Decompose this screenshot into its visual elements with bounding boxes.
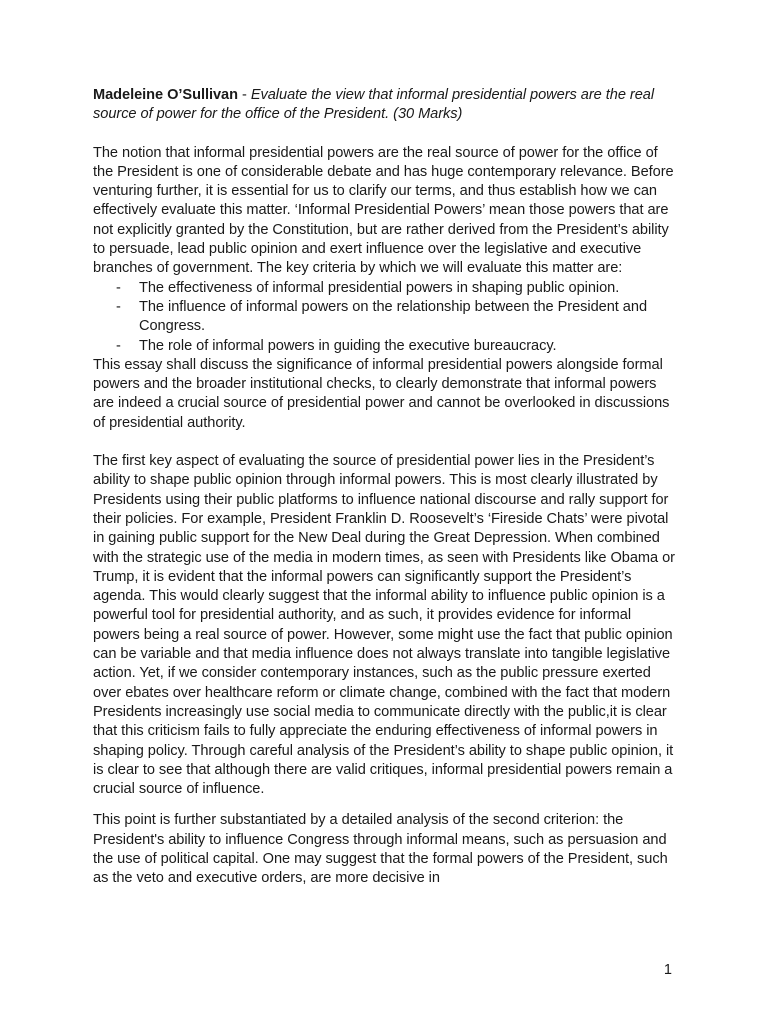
- list-item: [93, 279, 679, 298]
- page-number: 1: [663, 962, 672, 978]
- criteria-list: [93, 279, 679, 356]
- intro-paragraph: The notion that informal presidential powers are the real source of power for the office of the President is one of considerable debate and has huge contemporary relevance. Before venturing further, it is essential for us to clarify our terms, and thus establish how we can effectively evaluate this matter. ‘Informal Presidential Powers’ mean those powers that are not explicitly granted by the Constitution, but are rather derived from the President’s ability to persuade, lead public opinion and exert influence over the legislative and executive branches of government. The key criteria by which we will evaluate this matter are:: [93, 144, 674, 277]
- bullet-dash: -: [116, 279, 121, 296]
- list-item: [93, 298, 679, 337]
- bullet-dash: -: [116, 337, 121, 354]
- author-name: Madeleine O’Sullivan: [93, 87, 238, 103]
- essay-body: [93, 86, 679, 889]
- heading-separator: -: [237, 87, 251, 103]
- essay-heading: [93, 86, 679, 125]
- body-paragraph-congress: This point is further substantiated by a detailed analysis of the second criterion: the President's ability to influence Congress through informal means, such as persuasion and the use of political capital. One may suggest that the formal powers of the President, such as the veto and executive orders, are more decisive in: [93, 812, 668, 887]
- intro-closing-paragraph: This essay shall discuss the significance of informal presidential powers alongside formal powers and the broader institutional checks, to clearly demonstrate that informal powers are indeed a crucial source of presidential power and cannot be overlooked in discussions of presidential authority.: [93, 356, 670, 431]
- criterion-text: The role of informal powers in guiding the executive bureaucracy.: [139, 337, 557, 354]
- criterion-text: The effectiveness of informal presidential powers in shaping public opinion.: [139, 279, 620, 296]
- bullet-dash: -: [116, 298, 121, 315]
- essay-question: Evaluate the view that informal presidential powers are the real source of power for the office of the President. (30 Marks): [93, 87, 655, 123]
- list-item: [93, 337, 679, 356]
- body-paragraph-public-opinion: The first key aspect of evaluating the source of presidential power lies in the President’s ability to shape public opinion through informal powers. This is most clearly illustrated by Presidents using their public platforms to influence national discourse and rally support for their policies. For example, President Franklin D. Roosevelt’s ‘Fireside Chats’ were pivotal in gaining public support for the New Deal during the Great Depression. When combined with the strategic use of the media in modern times, as seen with Presidents like Obama or Trump, it is evident that the informal powers can significantly support the President’s agenda. This would clearly suggest that the informal ability to influence public opinion is a powerful tool for presidential authority, and as such, it provides evidence for informal powers being a real source of power. However, some might use the fact that public opinion can be variable and that media influence does not always translate into tangible legislative action. Yet, if we consider contemporary instances, such as the public pressure exerted over ebates over healthcare reform or climate change, combined with the fact that modern Presidents increasingly use social media to communicate directly with the public,it is clear that this criticism fails to fully appreciate the enduring effectiveness of informal powers in shaping policy. Through careful analysis of the President’s ability to shape public opinion, it is clear to see that although there are valid critiques, informal presidential powers remain a crucial source of influence.: [93, 453, 675, 798]
- criterion-text: The influence of informal powers on the relationship between the President and Congress.: [139, 298, 648, 335]
